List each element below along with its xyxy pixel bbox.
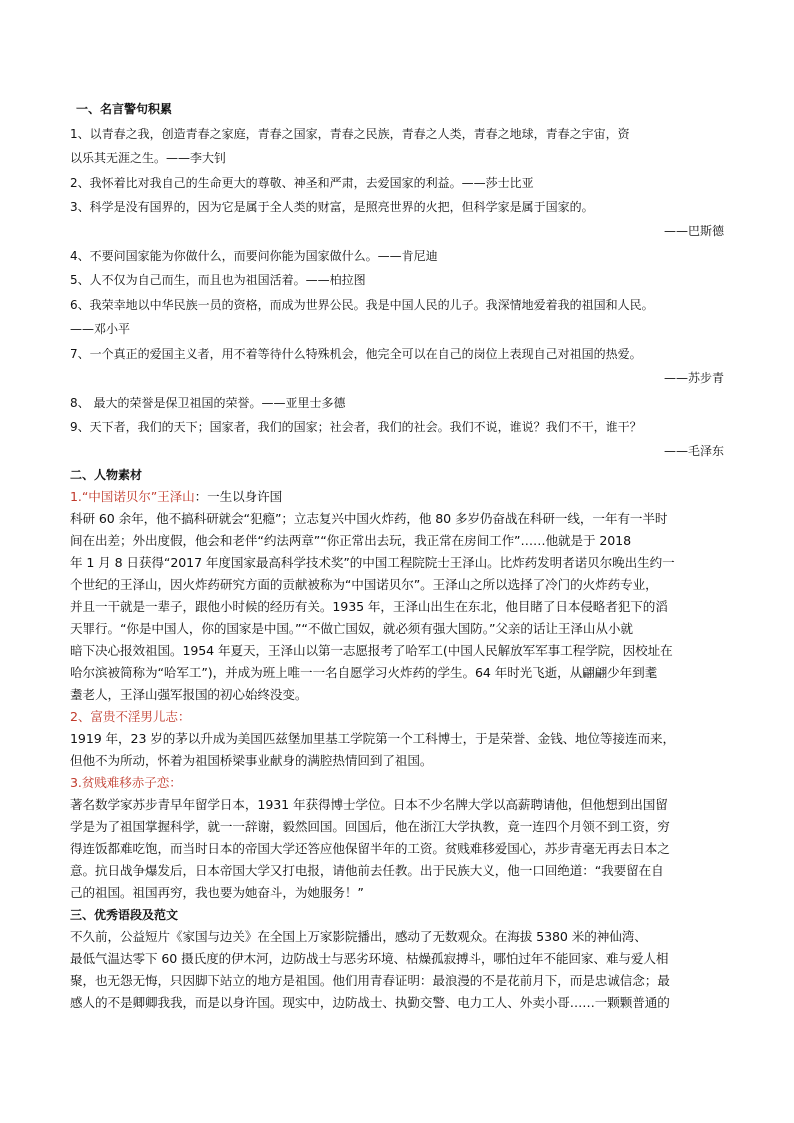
quote-attribution: ——苏步青 — [663, 371, 724, 385]
item-2-heading: 2、富贵不淫男儿志： — [70, 709, 191, 724]
quote-attribution: ——巴斯德 — [663, 224, 724, 238]
section-1-title: 一、名言警句积累 — [76, 102, 173, 116]
quote-attribution: ——邓小平 — [70, 322, 131, 336]
quote-line: 4、不要问国家能为你做什么，而要问你能为国家做什么。——肯尼迪 — [70, 249, 438, 263]
section-3-title: 三、优秀语段及范文 — [70, 908, 179, 922]
body-line: 感人的不是卿卿我我，而是以身许国。现实中，边防战士、执勤交警、电力工人、外卖小哥……一颗颗普通的 — [70, 995, 670, 1010]
item-1-heading-tagline: ：一生以身许国 — [194, 489, 283, 504]
body-line: 耋老人，王泽山强军报国的初心始终没变。 — [70, 687, 308, 702]
body-line: 不久前，公益短片《家国与边关》在全国上万家影院播出，感动了无数观众。在海拔 5380 米的神仙湾、 — [70, 929, 647, 944]
body-line: 但他不为所动，怀着为祖国桥梁事业献身的满腔热情回到了祖国。 — [70, 753, 433, 768]
body-line: 得连饭都难吃饱，而当时日本的帝国大学还答应他保留半年的工资。贫贱难移爱国心，苏步青毫无再去日本之 — [70, 841, 670, 856]
item-1-heading-name: 1.“中国诺贝尔”王泽山 — [70, 489, 195, 504]
item-3-heading: 3.贫贱难移赤子恋： — [70, 775, 182, 790]
body-line: 1919 年，23 岁的茅以升成为美国匹兹堡加里基工学院第一个工科博士，于是荣誉、金钱、地位等接连而来， — [70, 731, 676, 746]
body-line: 个世纪的王泽山，因火炸药研究方面的贡献被称为“中国诺贝尔”。王泽山之所以选择了冷门的火炸药专业， — [70, 577, 658, 592]
body-line: 天罪行。“你是中国人，你的国家是中国。”“不做亡国奴，就必须有强大国防。”父亲的话让王泽山从小就 — [70, 621, 633, 636]
quote-line: 3、科学是没有国界的，因为它是属于全人类的财富，是照亮世界的火把，但科学家是属于国家的。 — [70, 200, 594, 214]
quote-line: 8、 最大的荣誉是保卫祖国的荣誉。——亚里士多德 — [70, 396, 346, 410]
body-line: 己的祖国。祖国再穷，我也要为她奋斗，为她服务！” — [70, 885, 364, 900]
item-1-heading — [70, 489, 730, 505]
quote-line: 2、我怀着比对我自己的生命更大的尊敬、神圣和严肃，去爱国家的利益。——莎士比亚 — [70, 176, 534, 190]
body-line: 聚，也无怨无悔，只因脚下站立的地方是祖国。他们用青春证明：最浪漫的不是花前月下，而是忠诚信念；最 — [70, 973, 670, 988]
body-line: 著名数学家苏步青早年留学日本，1931 年获得博士学位。日本不少名牌大学以高薪聘请他，但他想到出国留 — [70, 797, 668, 812]
section-2-title: 二、人物素材 — [70, 468, 143, 482]
quote-line: 6、我荣幸地以中华民族一员的资格，而成为世界公民。我是中国人民的儿子。我深情地爱着我的祖国和人民。 — [70, 298, 654, 312]
quote-line: 5、人不仅为自己而生，而且也为祖国活着。——柏拉图 — [70, 273, 366, 287]
body-line: 间在出差；外出度假，他会和老伴“约法两章”“你正常出去玩，我正常在房间工作”……他就是于 2018 — [70, 533, 632, 548]
body-line: 并且一干就是一辈子，跟他小时候的经历有关。1935 年，王泽山出生在东北，他目睹了日本侵略者犯下的滔 — [70, 599, 668, 614]
quote-line: 1、以青春之我，创造青春之家庭，青春之国家，青春之民族，青春之人类，青春之地球，青春之宇宙，资 — [70, 127, 630, 141]
quote-attribution: ——毛泽东 — [663, 444, 724, 458]
body-line: 学是为了祖国掌握科学，就一一辞谢，毅然回国。回国后，他在浙江大学执教，竟一连四个月领不到工资，穷 — [70, 819, 670, 834]
quote-line: 以乐其无涯之生。——李大钊 — [70, 151, 227, 165]
body-line: 年 1 月 8 日获得“2017 年度国家最高科学技术奖”的中国工程院院士王泽山。比炸药发明者诺贝尔晚出生约一 — [70, 555, 675, 570]
body-line: 哈尔滨被简称为“哈军工”)，并成为班上唯一一名自愿学习火炸药的学生。64 年时光飞逝，从翩翩少年到耄 — [70, 665, 658, 680]
body-line: 意。抗日战争爆发后，日本帝国大学又打电报，请他前去任教。出于民族大义，他一口回绝道：“我要留在自 — [70, 863, 664, 878]
body-line: 最低气温达零下 60 摄氏度的伊木河，边防战士与恶劣环境、枯燥孤寂搏斗，哪怕过年不能回家、难与爱人相 — [70, 951, 669, 966]
body-line: 科研 60 余年，他不搞科研就会“犯瘾”；立志复兴中国火炸药，他 80 多岁仍奋战在科研一线，一年有一半时 — [70, 511, 668, 526]
quote-line: 7、一个真正的爱国主义者，用不着等待什么特殊机会，他完全可以在自己的岗位上表现自己对祖国的热爱。 — [70, 347, 642, 361]
body-line: 暗下决心报效祖国。1954 年夏天，王泽山以第一志愿报考了哈军工(中国人民解放军军事工程学院，因校址在 — [70, 643, 673, 658]
quote-line: 9、天下者，我们的天下；国家者，我们的国家；社会者，我们的社会。我们不说，谁说？我们不干，谁干？ — [70, 420, 642, 434]
